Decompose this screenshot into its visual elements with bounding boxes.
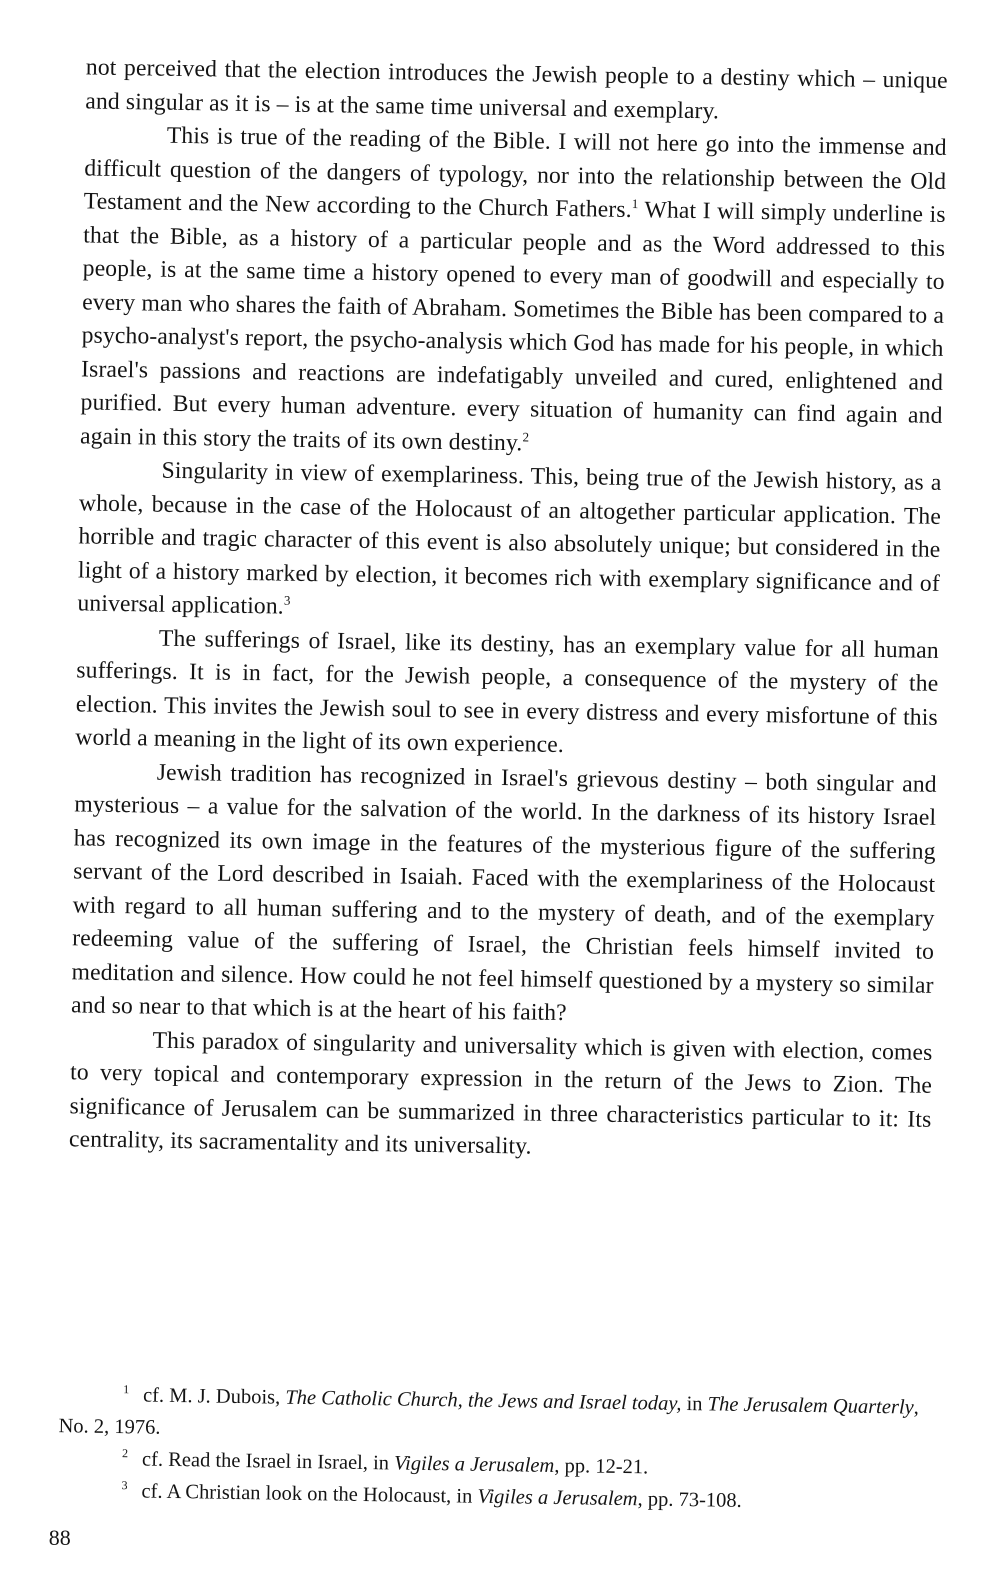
footnote-title: The Jerusalem Quarterly (707, 1393, 914, 1419)
page-number: 88 (48, 1525, 71, 1551)
paragraph: Jewish tradition has recognized in Israel's grievous destiny – both singular and mysterious – a value for the salvation of the world. In the darkness of its history Israel has recognized its own image in the features of the mysterious figure of the suffering servant of the Lord described in Isaiah. Faced with the exemplariness of the Holocaust with regard to all human suffering and to the mystery of death, and of the exemplary redeeming value of the suffering of Israel, the Christian feels himself invited to meditation and silence. How could he not feel himself questioned by a mystery so similar and so near to that which is at the heart of his faith? (70, 759, 937, 1027)
footnote-text: in (681, 1392, 708, 1416)
footnote-title: Vigiles a Jerusalem (393, 1452, 555, 1477)
paragraph: not perceived that the election introduces the Jewish people to a destiny which – unique and singular as it is – is at the same time universal and exemplary. (85, 54, 948, 124)
footnote-text: , pp. 73-108. (637, 1488, 742, 1512)
footnote-mark: 3 (121, 1478, 128, 1493)
footnotes (57, 1378, 929, 1520)
footnote-text: , pp. 12-21. (554, 1454, 649, 1479)
paragraph: The sufferings of Israel, like its destiny, has an exemplary value for all human sufferings. It is in fact, for the Jewish people, a consequence of the mystery of the election. This invites the Jewish soul to see in every distress and every misfortune of this world a meaning in the light of its own experience. (75, 625, 940, 759)
footnote-text: cf. Read the Israel in Israel, in (141, 1448, 395, 1475)
body-text (69, 51, 948, 1170)
paragraph: This paradox of singularity and universality which is given with election, comes to very topical and contemporary expression in the return of the Jews to Zion. The significance of Jerusalem can be summarized in three characteristics particular to it: Its centrality, its sacramentality and its universality. (68, 1027, 933, 1160)
footnote-text: , No. 2, 1976. (58, 1396, 920, 1439)
paragraph (80, 118, 947, 466)
footnote-mark: 1 (123, 1382, 130, 1397)
footnote-text: cf. M. J. Dubois, (142, 1384, 286, 1409)
footnote-ref: 3 (283, 592, 291, 608)
paragraph-text: Singularity in view of exemplariness. This, being true of the Jewish history, as a whole, because in the case of the Holocaust of an altogether particular application. The horrible and tragic character of this event is also absolutely unique; but considered in the light of a history marked by election, it becomes rich with exemplary significance and of universal application. (77, 457, 942, 620)
footnote-text: cf. A Christian look on the Holocaust, in (141, 1480, 478, 1508)
footnote-title: Vigiles a Jerusalem (477, 1485, 638, 1511)
paragraph (77, 453, 942, 634)
footnote-mark: 2 (122, 1446, 129, 1461)
footnote-ref: 1 (631, 196, 639, 212)
paragraph-text: This is true of the reading of the Bible. I will not here go into the immense and difficult question of the dangers of typology, nor into the relationship between the Old Testament and the New according to the Church Fathers. (83, 122, 947, 224)
footnote-title: The Catholic Church, the Jews and Israel today, (285, 1386, 682, 1415)
footnote-ref: 2 (522, 428, 530, 444)
paragraph-text: What I will simply underline is that the Bible, as a history of a particular people and as the Word addressed to this people, is at the same time a history opened to every man of goodwill and especially to every man who shares the faith of Abraham. Sometimes the Bible has been compared to a psycho-analyst's report, the psycho-analysis which God has made for his people, in which Israel's passions and reactions are indefatigably unveiled and cured, enlightened and purified. But every human adventure. every situation of humanity can find again and again in this story the traits of its own destiny. (79, 197, 946, 456)
